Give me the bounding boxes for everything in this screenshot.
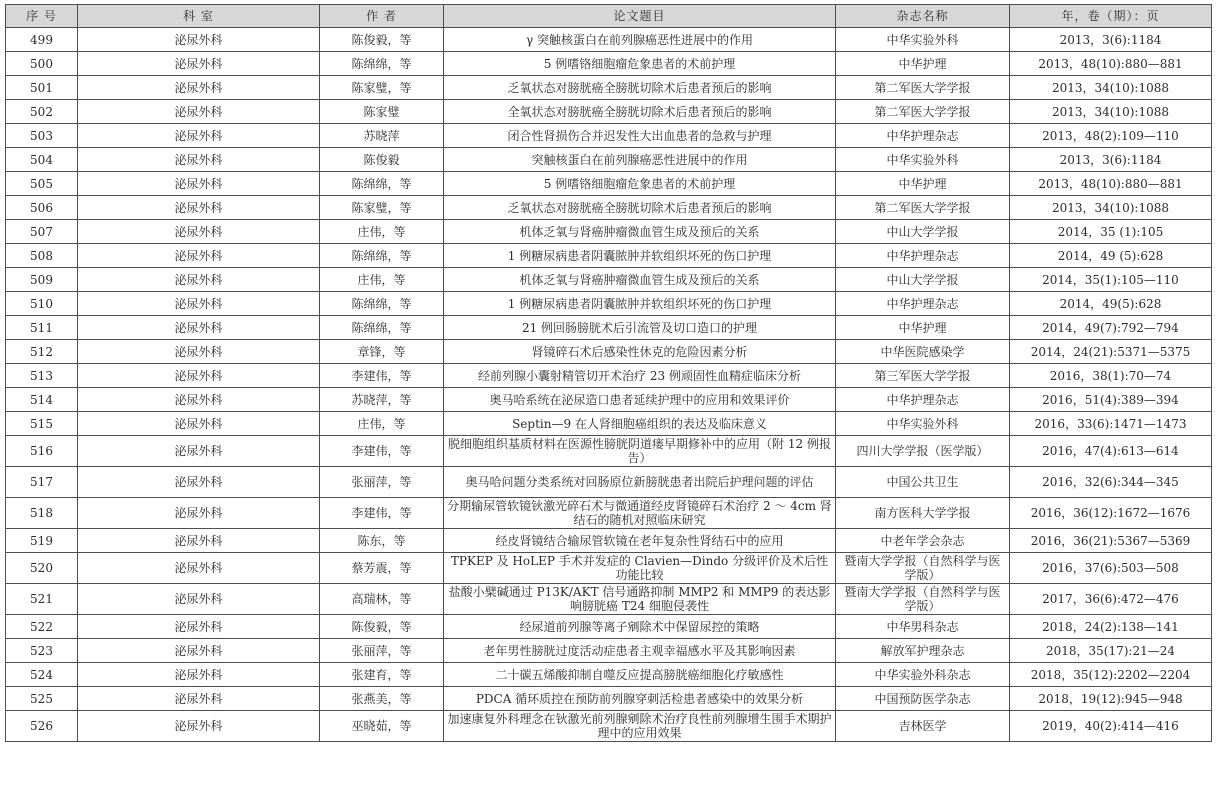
year-volume-pages-cell: 2019，40(2):414—416 bbox=[1010, 711, 1212, 742]
serial-number-cell: 523 bbox=[6, 639, 78, 663]
paper-title-cell: 机体乏氧与肾癌肿瘤微血管生成及预后的关系 bbox=[444, 268, 836, 292]
year-volume-pages-cell: 2016，33(6):1471—1473 bbox=[1010, 412, 1212, 436]
year-volume-pages-cell: 2018，19(12):945—948 bbox=[1010, 687, 1212, 711]
table-row bbox=[6, 28, 1212, 52]
author-cell: 张建育，等 bbox=[320, 663, 444, 687]
year-volume-pages-cell: 2013，34(10):1088 bbox=[1010, 100, 1212, 124]
author-cell: 陈俊毅 bbox=[320, 148, 444, 172]
serial-number-cell: 503 bbox=[6, 124, 78, 148]
table-row bbox=[6, 584, 1212, 615]
table-row bbox=[6, 412, 1212, 436]
author-cell: 高瑞林，等 bbox=[320, 584, 444, 615]
serial-number-cell: 502 bbox=[6, 100, 78, 124]
journal-name-cell: 中华实验外科 bbox=[836, 148, 1010, 172]
table-row bbox=[6, 388, 1212, 412]
journal-name-cell: 吉林医学 bbox=[836, 711, 1010, 742]
serial-number-cell: 508 bbox=[6, 244, 78, 268]
serial-number-cell: 504 bbox=[6, 148, 78, 172]
department-cell: 泌尿外科 bbox=[78, 316, 320, 340]
header-journal-name: 杂志名称 bbox=[836, 5, 1010, 28]
journal-name-cell: 中华护理 bbox=[836, 172, 1010, 196]
paper-title-cell: 5 例嗜铬细胞瘤危象患者的术前护理 bbox=[444, 52, 836, 76]
serial-number-cell: 499 bbox=[6, 28, 78, 52]
table-row bbox=[6, 553, 1212, 584]
paper-title-cell: 老年男性膀胱过度活动症患者主观幸福感水平及其影响因素 bbox=[444, 639, 836, 663]
paper-title-cell: 奥马哈系统在泌尿造口患者延续护理中的应用和效果评价 bbox=[444, 388, 836, 412]
year-volume-pages-cell: 2014，24(21):5371—5375 bbox=[1010, 340, 1212, 364]
table-body bbox=[6, 28, 1212, 742]
department-cell: 泌尿外科 bbox=[78, 124, 320, 148]
department-cell: 泌尿外科 bbox=[78, 711, 320, 742]
year-volume-pages-cell: 2016，47(4):613—614 bbox=[1010, 436, 1212, 467]
year-volume-pages-cell: 2013，48(2):109—110 bbox=[1010, 124, 1212, 148]
journal-name-cell: 中华护理杂志 bbox=[836, 292, 1010, 316]
serial-number-cell: 500 bbox=[6, 52, 78, 76]
table-row bbox=[6, 76, 1212, 100]
journal-name-cell: 第二军医大学学报 bbox=[836, 100, 1010, 124]
paper-title-cell: 乏氧状态对膀胱癌全膀胱切除术后患者预后的影响 bbox=[444, 196, 836, 220]
department-cell: 泌尿外科 bbox=[78, 52, 320, 76]
journal-name-cell: 中华护理杂志 bbox=[836, 388, 1010, 412]
journal-name-cell: 中国预防医学杂志 bbox=[836, 687, 1010, 711]
year-volume-pages-cell: 2018，24(2):138—141 bbox=[1010, 615, 1212, 639]
paper-title-cell: 肾镜碎石术后感染性休克的危险因素分析 bbox=[444, 340, 836, 364]
journal-name-cell: 中华医院感染学 bbox=[836, 340, 1010, 364]
author-cell: 张燕美，等 bbox=[320, 687, 444, 711]
paper-title-cell: 5 例嗜铬细胞瘤危象患者的术前护理 bbox=[444, 172, 836, 196]
author-cell: 庄伟，等 bbox=[320, 220, 444, 244]
serial-number-cell: 524 bbox=[6, 663, 78, 687]
paper-title-cell: 经前列腺小囊射精管切开术治疗 23 例顽固性血精症临床分析 bbox=[444, 364, 836, 388]
serial-number-cell: 516 bbox=[6, 436, 78, 467]
table-row bbox=[6, 529, 1212, 553]
serial-number-cell: 518 bbox=[6, 498, 78, 529]
table-row bbox=[6, 663, 1212, 687]
year-volume-pages-cell: 2016，32(6):344—345 bbox=[1010, 467, 1212, 498]
author-cell: 陈绵绵，等 bbox=[320, 316, 444, 340]
table-row bbox=[6, 172, 1212, 196]
paper-title-cell: 突触核蛋白在前列腺癌恶性进展中的作用 bbox=[444, 148, 836, 172]
author-cell: 陈家璧，等 bbox=[320, 76, 444, 100]
year-volume-pages-cell: 2013，3(6):1184 bbox=[1010, 148, 1212, 172]
paper-title-cell: PDCA 循环质控在预防前列腺穿刺活检患者感染中的效果分析 bbox=[444, 687, 836, 711]
department-cell: 泌尿外科 bbox=[78, 615, 320, 639]
year-volume-pages-cell: 2016，38(1):70—74 bbox=[1010, 364, 1212, 388]
table-row bbox=[6, 687, 1212, 711]
author-cell: 苏晓萍，等 bbox=[320, 388, 444, 412]
year-volume-pages-cell: 2014，49 (5):628 bbox=[1010, 244, 1212, 268]
year-volume-pages-cell: 2016，36(12):1672—1676 bbox=[1010, 498, 1212, 529]
department-cell: 泌尿外科 bbox=[78, 172, 320, 196]
department-cell: 泌尿外科 bbox=[78, 639, 320, 663]
paper-title-cell: 机体乏氧与肾癌肿瘤微血管生成及预后的关系 bbox=[444, 220, 836, 244]
journal-name-cell: 四川大学学报（医学版） bbox=[836, 436, 1010, 467]
serial-number-cell: 509 bbox=[6, 268, 78, 292]
table-row bbox=[6, 711, 1212, 742]
table-row bbox=[6, 124, 1212, 148]
department-cell: 泌尿外科 bbox=[78, 196, 320, 220]
table-row bbox=[6, 364, 1212, 388]
paper-title-cell: 分期输尿管软镜钬激光碎石术与微通道经皮肾镜碎石术治疗 2 ～ 4cm 肾结石的随机对照临床研究 bbox=[444, 498, 836, 529]
year-volume-pages-cell: 2016，51(4):389—394 bbox=[1010, 388, 1212, 412]
table-row bbox=[6, 148, 1212, 172]
author-cell: 张丽萍，等 bbox=[320, 639, 444, 663]
department-cell: 泌尿外科 bbox=[78, 220, 320, 244]
table-row bbox=[6, 220, 1212, 244]
journal-name-cell: 中华实验外科杂志 bbox=[836, 663, 1010, 687]
journal-name-cell: 中华实验外科 bbox=[836, 28, 1010, 52]
author-cell: 陈绵绵，等 bbox=[320, 172, 444, 196]
serial-number-cell: 506 bbox=[6, 196, 78, 220]
serial-number-cell: 505 bbox=[6, 172, 78, 196]
department-cell: 泌尿外科 bbox=[78, 467, 320, 498]
author-cell: 苏晓萍 bbox=[320, 124, 444, 148]
table-row bbox=[6, 436, 1212, 467]
paper-title-cell: 加速康复外科理念在钬激光前列腺剜除术治疗良性前列腺增生围手术期护理中的应用效果 bbox=[444, 711, 836, 742]
author-cell: 陈绵绵，等 bbox=[320, 292, 444, 316]
journal-name-cell: 第二军医大学学报 bbox=[836, 196, 1010, 220]
department-cell: 泌尿外科 bbox=[78, 436, 320, 467]
author-cell: 庄伟，等 bbox=[320, 412, 444, 436]
table-row bbox=[6, 498, 1212, 529]
serial-number-cell: 513 bbox=[6, 364, 78, 388]
paper-title-cell: 二十碳五烯酸抑制自噬反应提高膀胱癌细胞化疗敏感性 bbox=[444, 663, 836, 687]
serial-number-cell: 520 bbox=[6, 553, 78, 584]
table-row bbox=[6, 316, 1212, 340]
department-cell: 泌尿外科 bbox=[78, 292, 320, 316]
year-volume-pages-cell: 2014，35 (1):105 bbox=[1010, 220, 1212, 244]
year-volume-pages-cell: 2014，49(7):792—794 bbox=[1010, 316, 1212, 340]
journal-name-cell: 中山大学学报 bbox=[836, 220, 1010, 244]
department-cell: 泌尿外科 bbox=[78, 388, 320, 412]
paper-title-cell: 经皮肾镜结合输尿管软镜在老年复杂性肾结石中的应用 bbox=[444, 529, 836, 553]
serial-number-cell: 521 bbox=[6, 584, 78, 615]
header-department: 科 室 bbox=[78, 5, 320, 28]
department-cell: 泌尿外科 bbox=[78, 244, 320, 268]
year-volume-pages-cell: 2018，35(17):21—24 bbox=[1010, 639, 1212, 663]
author-cell: 庄伟，等 bbox=[320, 268, 444, 292]
header-paper-title: 论文题目 bbox=[444, 5, 836, 28]
author-cell: 李建伟，等 bbox=[320, 498, 444, 529]
year-volume-pages-cell: 2014，35(1):105—110 bbox=[1010, 268, 1212, 292]
journal-name-cell: 中国公共卫生 bbox=[836, 467, 1010, 498]
header-serial-number: 序 号 bbox=[6, 5, 78, 28]
serial-number-cell: 507 bbox=[6, 220, 78, 244]
table-row bbox=[6, 52, 1212, 76]
year-volume-pages-cell: 2016，36(21):5367—5369 bbox=[1010, 529, 1212, 553]
department-cell: 泌尿外科 bbox=[78, 584, 320, 615]
serial-number-cell: 510 bbox=[6, 292, 78, 316]
paper-title-cell: 盐酸小檗碱通过 P13K/AKT 信号通路抑制 MMP2 和 MMP9 的表达影响膀胱癌 T24 细胞侵袭性 bbox=[444, 584, 836, 615]
year-volume-pages-cell: 2018，35(12):2202—2204 bbox=[1010, 663, 1212, 687]
journal-name-cell: 暨南大学学报（自然科学与医学版） bbox=[836, 584, 1010, 615]
year-volume-pages-cell: 2014，49(5):628 bbox=[1010, 292, 1212, 316]
year-volume-pages-cell: 2013，3(6):1184 bbox=[1010, 28, 1212, 52]
department-cell: 泌尿外科 bbox=[78, 687, 320, 711]
journal-name-cell: 第三军医大学学报 bbox=[836, 364, 1010, 388]
paper-title-cell: 闭合性肾损伤合并迟发性大出血患者的急救与护理 bbox=[444, 124, 836, 148]
department-cell: 泌尿外科 bbox=[78, 364, 320, 388]
department-cell: 泌尿外科 bbox=[78, 340, 320, 364]
table-row bbox=[6, 100, 1212, 124]
year-volume-pages-cell: 2017，36(6):472—476 bbox=[1010, 584, 1212, 615]
author-cell: 陈东，等 bbox=[320, 529, 444, 553]
paper-title-cell: 1 例糖尿病患者阴囊脓肿并软组织坏死的伤口护理 bbox=[444, 292, 836, 316]
journal-name-cell: 中老年学会杂志 bbox=[836, 529, 1010, 553]
journal-name-cell: 中华护理杂志 bbox=[836, 124, 1010, 148]
year-volume-pages-cell: 2013，34(10):1088 bbox=[1010, 196, 1212, 220]
department-cell: 泌尿外科 bbox=[78, 663, 320, 687]
year-volume-pages-cell: 2013，34(10):1088 bbox=[1010, 76, 1212, 100]
journal-name-cell: 解放军护理杂志 bbox=[836, 639, 1010, 663]
table-row bbox=[6, 196, 1212, 220]
table-row bbox=[6, 467, 1212, 498]
paper-title-cell: 21 例回肠膀胱术后引流管及切口造口的护理 bbox=[444, 316, 836, 340]
department-cell: 泌尿外科 bbox=[78, 28, 320, 52]
paper-title-cell: Septin—9 在人肾细胞癌组织的表达及临床意义 bbox=[444, 412, 836, 436]
author-cell: 陈家璧，等 bbox=[320, 196, 444, 220]
serial-number-cell: 512 bbox=[6, 340, 78, 364]
journal-name-cell: 暨南大学学报（自然科学与医学版） bbox=[836, 553, 1010, 584]
table-row bbox=[6, 244, 1212, 268]
department-cell: 泌尿外科 bbox=[78, 268, 320, 292]
serial-number-cell: 517 bbox=[6, 467, 78, 498]
serial-number-cell: 515 bbox=[6, 412, 78, 436]
serial-number-cell: 525 bbox=[6, 687, 78, 711]
author-cell: 李建伟，等 bbox=[320, 364, 444, 388]
table-row bbox=[6, 268, 1212, 292]
author-cell: 陈俊毅，等 bbox=[320, 615, 444, 639]
department-cell: 泌尿外科 bbox=[78, 412, 320, 436]
journal-name-cell: 南方医科大学学报 bbox=[836, 498, 1010, 529]
author-cell: 陈俊毅，等 bbox=[320, 28, 444, 52]
journal-name-cell: 中华护理 bbox=[836, 316, 1010, 340]
header-year-volume-pages: 年，卷（期）：页 bbox=[1010, 5, 1212, 28]
publication-table bbox=[5, 4, 1212, 742]
paper-title-cell: 脱细胞组织基质材料在医源性膀胱阴道瘘早期修补中的应用（附 12 例报告） bbox=[444, 436, 836, 467]
paper-title-cell: TPKEP 及 HoLEP 手术并发症的 Clavien—Dindo 分级评价及术后性功能比较 bbox=[444, 553, 836, 584]
table-row bbox=[6, 292, 1212, 316]
journal-name-cell: 中华护理杂志 bbox=[836, 244, 1010, 268]
serial-number-cell: 514 bbox=[6, 388, 78, 412]
year-volume-pages-cell: 2013，48(10):880—881 bbox=[1010, 172, 1212, 196]
author-cell: 李建伟，等 bbox=[320, 436, 444, 467]
author-cell: 巫晓茹，等 bbox=[320, 711, 444, 742]
header-row bbox=[6, 5, 1212, 28]
paper-title-cell: γ 突触核蛋白在前列腺癌恶性进展中的作用 bbox=[444, 28, 836, 52]
serial-number-cell: 526 bbox=[6, 711, 78, 742]
author-cell: 蔡芳震，等 bbox=[320, 553, 444, 584]
paper-title-cell: 全氧状态对膀胱癌全膀胱切除术后患者预后的影响 bbox=[444, 100, 836, 124]
table-row bbox=[6, 615, 1212, 639]
serial-number-cell: 511 bbox=[6, 316, 78, 340]
department-cell: 泌尿外科 bbox=[78, 76, 320, 100]
journal-name-cell: 中华男科杂志 bbox=[836, 615, 1010, 639]
header-author: 作 者 bbox=[320, 5, 444, 28]
journal-name-cell: 中华护理 bbox=[836, 52, 1010, 76]
year-volume-pages-cell: 2013，48(10):880—881 bbox=[1010, 52, 1212, 76]
table-row bbox=[6, 340, 1212, 364]
year-volume-pages-cell: 2016，37(6):503—508 bbox=[1010, 553, 1212, 584]
journal-name-cell: 中山大学学报 bbox=[836, 268, 1010, 292]
department-cell: 泌尿外科 bbox=[78, 498, 320, 529]
serial-number-cell: 501 bbox=[6, 76, 78, 100]
author-cell: 陈绵绵，等 bbox=[320, 52, 444, 76]
department-cell: 泌尿外科 bbox=[78, 553, 320, 584]
paper-title-cell: 经尿道前列腺等离子剜除术中保留尿控的策略 bbox=[444, 615, 836, 639]
author-cell: 张丽萍，等 bbox=[320, 467, 444, 498]
author-cell: 陈绵绵，等 bbox=[320, 244, 444, 268]
paper-title-cell: 乏氧状态对膀胱癌全膀胱切除术后患者预后的影响 bbox=[444, 76, 836, 100]
serial-number-cell: 522 bbox=[6, 615, 78, 639]
journal-name-cell: 第二军医大学学报 bbox=[836, 76, 1010, 100]
author-cell: 陈家璧 bbox=[320, 100, 444, 124]
paper-title-cell: 奥马哈问题分类系统对回肠原位新膀胱患者出院后护理问题的评估 bbox=[444, 467, 836, 498]
department-cell: 泌尿外科 bbox=[78, 148, 320, 172]
department-cell: 泌尿外科 bbox=[78, 100, 320, 124]
author-cell: 章锋，等 bbox=[320, 340, 444, 364]
department-cell: 泌尿外科 bbox=[78, 529, 320, 553]
paper-title-cell: 1 例糖尿病患者阴囊脓肿并软组织坏死的伤口护理 bbox=[444, 244, 836, 268]
journal-name-cell: 中华实验外科 bbox=[836, 412, 1010, 436]
table-row bbox=[6, 639, 1212, 663]
serial-number-cell: 519 bbox=[6, 529, 78, 553]
